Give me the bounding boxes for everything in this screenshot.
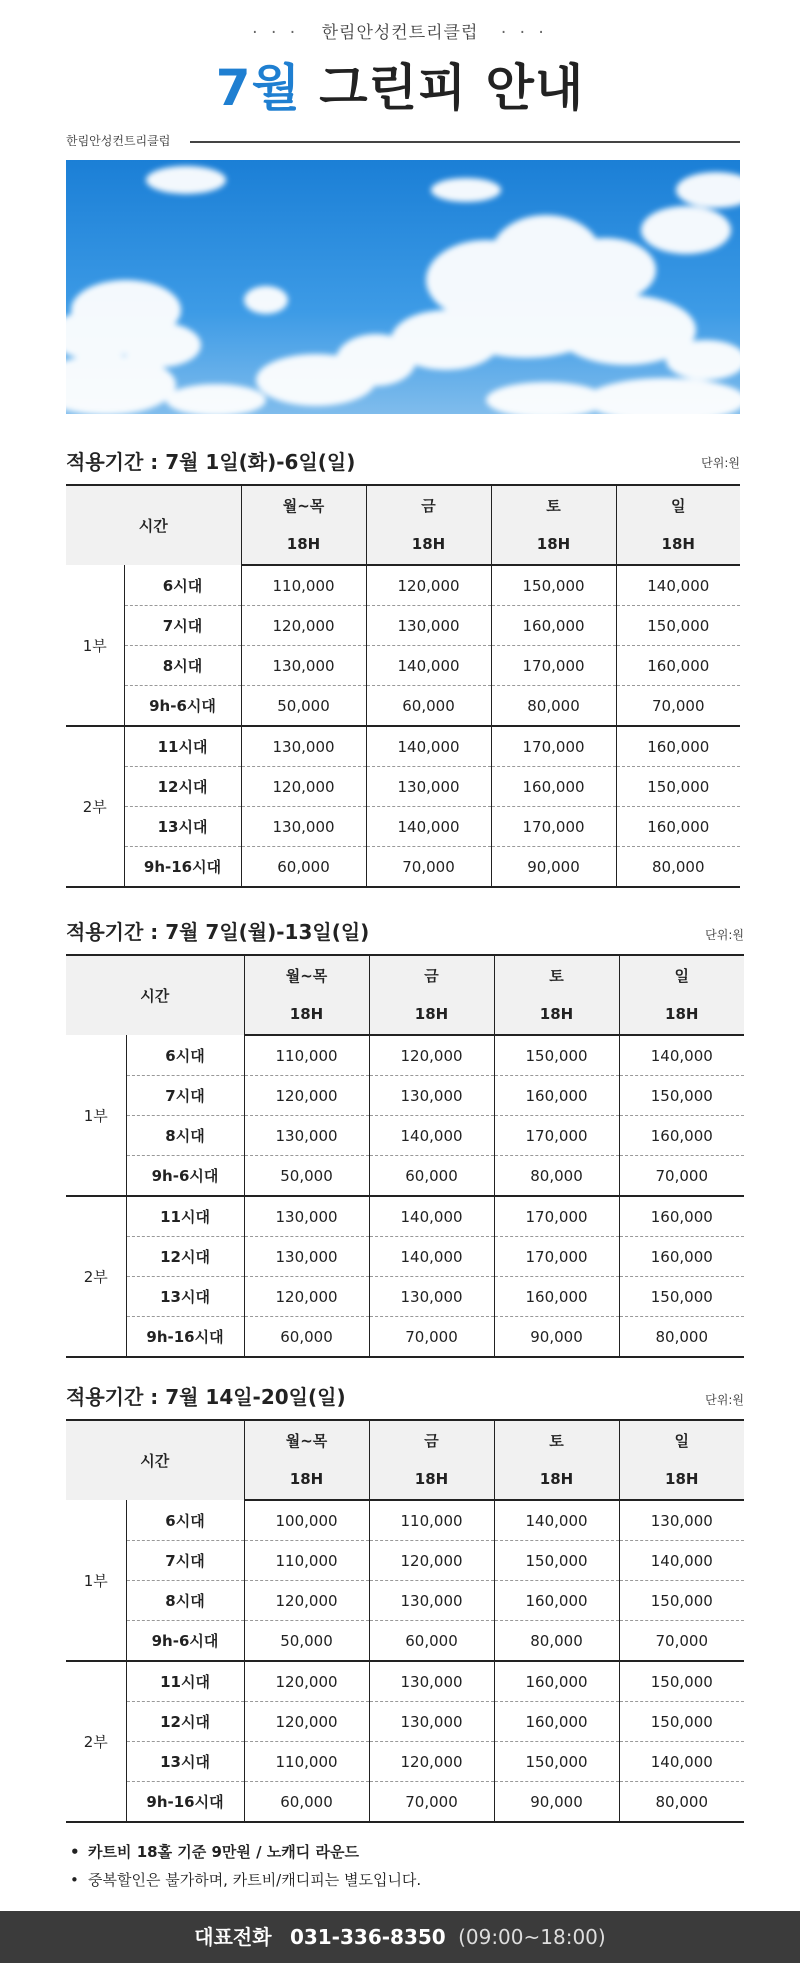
unit-label: 단위:원	[701, 456, 740, 470]
day-header: 토	[494, 955, 619, 994]
fee-cell: 50,000	[244, 1621, 369, 1662]
fee-cell: 110,000	[241, 565, 366, 606]
time-slot: 11시대	[126, 1196, 244, 1237]
time-slot: 13시대	[126, 1277, 244, 1317]
part-label: 2부	[66, 1661, 126, 1822]
fee-cell: 130,000	[241, 726, 366, 767]
business-hours: (09:00~18:00)	[458, 1925, 606, 1949]
notes-list	[70, 1838, 421, 1894]
fee-cell: 110,000	[244, 1541, 369, 1581]
fee-cell: 150,000	[494, 1541, 619, 1581]
holes-header: 18H	[491, 524, 616, 565]
note-item	[70, 1838, 421, 1866]
fee-cell: 140,000	[369, 1116, 494, 1156]
time-slot: 8시대	[126, 1116, 244, 1156]
part-label: 1부	[66, 1035, 126, 1196]
fee-cell: 120,000	[241, 767, 366, 807]
fee-cell: 80,000	[494, 1621, 619, 1662]
fee-cell: 70,000	[369, 1317, 494, 1358]
time-header: 시간	[66, 485, 241, 565]
header-dots-right: · · ·	[500, 23, 548, 43]
fee-cell: 150,000	[494, 1742, 619, 1782]
fee-cell: 170,000	[491, 646, 616, 686]
fee-cell: 70,000	[616, 686, 740, 727]
note-text: 카트비 18홀 기준 9만원 / 노캐디 라운드	[88, 1843, 359, 1861]
fee-table	[66, 484, 740, 888]
period-title: 적용기간 : 7월 1일(화)-6일(일)	[66, 450, 356, 474]
fee-cell: 120,000	[244, 1702, 369, 1742]
contact-footer	[0, 1911, 800, 1963]
time-slot: 9h-6시대	[124, 686, 241, 727]
fee-cell: 150,000	[619, 1076, 744, 1116]
fee-cell: 160,000	[494, 1277, 619, 1317]
fee-cell: 130,000	[244, 1116, 369, 1156]
day-header: 금	[369, 1420, 494, 1459]
time-slot: 8시대	[124, 646, 241, 686]
fee-section-2	[66, 912, 744, 1362]
fee-cell: 120,000	[369, 1541, 494, 1581]
fee-cell: 50,000	[244, 1156, 369, 1197]
fee-section-3	[66, 1377, 744, 1827]
fee-cell: 130,000	[369, 1661, 494, 1702]
holes-header: 18H	[616, 524, 740, 565]
header-dots-left: · · ·	[252, 23, 300, 43]
fee-cell: 160,000	[491, 767, 616, 807]
note-item	[70, 1866, 421, 1894]
day-header: 일	[619, 955, 744, 994]
time-slot: 13시대	[124, 807, 241, 847]
fee-cell: 130,000	[369, 1702, 494, 1742]
fee-cell: 90,000	[494, 1782, 619, 1823]
part-label: 1부	[66, 1500, 126, 1661]
fee-cell: 140,000	[366, 726, 491, 767]
fee-cell: 120,000	[366, 565, 491, 606]
club-divider-row	[66, 132, 740, 152]
sub-club-name: 한림안성컨트리클럽	[66, 134, 171, 148]
holes-header: 18H	[619, 994, 744, 1035]
holes-header: 18H	[244, 1459, 369, 1500]
fee-table	[66, 1419, 744, 1823]
time-slot: 7시대	[124, 606, 241, 646]
fee-cell: 110,000	[369, 1500, 494, 1541]
time-header: 시간	[66, 955, 244, 1035]
header-subtitle	[0, 18, 800, 43]
fee-cell: 130,000	[369, 1076, 494, 1116]
fee-cell: 60,000	[369, 1621, 494, 1662]
time-slot: 11시대	[126, 1661, 244, 1702]
fee-cell: 170,000	[494, 1196, 619, 1237]
day-header: 일	[616, 485, 740, 524]
fee-cell: 150,000	[491, 565, 616, 606]
fee-cell: 80,000	[619, 1317, 744, 1358]
time-slot: 6시대	[126, 1035, 244, 1076]
fee-cell: 140,000	[366, 807, 491, 847]
fee-cell: 50,000	[241, 686, 366, 727]
fee-cell: 120,000	[369, 1742, 494, 1782]
day-header: 일	[619, 1420, 744, 1459]
holes-header: 18H	[494, 994, 619, 1035]
holes-header: 18H	[241, 524, 366, 565]
fee-cell: 80,000	[491, 686, 616, 727]
page-title	[0, 48, 800, 120]
time-slot: 9h-16시대	[126, 1782, 244, 1823]
sky-clouds-illustration	[66, 160, 740, 414]
day-header: 월~목	[244, 955, 369, 994]
day-header: 월~목	[241, 485, 366, 524]
fee-cell: 60,000	[244, 1782, 369, 1823]
time-slot: 12시대	[124, 767, 241, 807]
fee-cell: 160,000	[619, 1237, 744, 1277]
fee-cell: 170,000	[491, 807, 616, 847]
fee-cell: 70,000	[619, 1621, 744, 1662]
fee-cell: 140,000	[616, 565, 740, 606]
fee-cell: 160,000	[616, 646, 740, 686]
fee-cell: 130,000	[366, 606, 491, 646]
fee-cell: 160,000	[494, 1581, 619, 1621]
fee-cell: 150,000	[619, 1277, 744, 1317]
title-rest: 그린피 안내	[300, 59, 585, 117]
fee-cell: 140,000	[619, 1035, 744, 1076]
time-slot: 12시대	[126, 1237, 244, 1277]
fee-cell: 140,000	[619, 1742, 744, 1782]
part-label: 1부	[66, 565, 124, 726]
fee-table	[66, 954, 744, 1358]
fee-cell: 80,000	[494, 1156, 619, 1197]
holes-header: 18H	[366, 524, 491, 565]
fee-cell: 80,000	[616, 847, 740, 888]
part-label: 2부	[66, 1196, 126, 1357]
time-slot: 6시대	[126, 1500, 244, 1541]
time-slot: 13시대	[126, 1742, 244, 1782]
fee-section-1	[66, 440, 740, 890]
fee-cell: 140,000	[619, 1541, 744, 1581]
day-header: 토	[494, 1420, 619, 1459]
fee-cell: 110,000	[244, 1742, 369, 1782]
period-title: 적용기간 : 7월 14일-20일(일)	[66, 1385, 346, 1409]
phone-number[interactable]: 031-336-8350	[289, 1925, 446, 1949]
fee-cell: 170,000	[494, 1237, 619, 1277]
fee-cell: 140,000	[494, 1500, 619, 1541]
time-slot: 7시대	[126, 1541, 244, 1581]
holes-header: 18H	[369, 1459, 494, 1500]
fee-cell: 110,000	[244, 1035, 369, 1076]
fee-cell: 160,000	[616, 726, 740, 767]
fee-cell: 170,000	[494, 1116, 619, 1156]
fee-cell: 150,000	[619, 1702, 744, 1742]
fee-cell: 100,000	[244, 1500, 369, 1541]
fee-cell: 120,000	[241, 606, 366, 646]
time-slot: 9h-6시대	[126, 1621, 244, 1662]
fee-cell: 160,000	[494, 1702, 619, 1742]
fee-cell: 130,000	[369, 1277, 494, 1317]
fee-cell: 70,000	[619, 1156, 744, 1197]
fee-cell: 160,000	[619, 1196, 744, 1237]
unit-label: 단위:원	[705, 928, 744, 942]
fee-cell: 140,000	[369, 1237, 494, 1277]
time-slot: 12시대	[126, 1702, 244, 1742]
time-slot: 6시대	[124, 565, 241, 606]
time-slot: 9h-16시대	[126, 1317, 244, 1358]
fee-cell: 90,000	[494, 1317, 619, 1358]
time-slot: 8시대	[126, 1581, 244, 1621]
fee-cell: 150,000	[494, 1035, 619, 1076]
fee-cell: 60,000	[241, 847, 366, 888]
title-month: 7월	[215, 59, 301, 117]
unit-label: 단위:원	[705, 1393, 744, 1407]
holes-header: 18H	[244, 994, 369, 1035]
part-label: 2부	[66, 726, 124, 887]
fee-cell: 160,000	[494, 1661, 619, 1702]
time-slot: 9h-16시대	[124, 847, 241, 888]
fee-cell: 160,000	[491, 606, 616, 646]
fee-cell: 140,000	[366, 646, 491, 686]
fee-cell: 150,000	[619, 1581, 744, 1621]
fee-cell: 80,000	[619, 1782, 744, 1823]
fee-cell: 90,000	[491, 847, 616, 888]
time-slot: 11시대	[124, 726, 241, 767]
sky-image	[66, 160, 740, 414]
fee-cell: 160,000	[494, 1076, 619, 1116]
holes-header: 18H	[494, 1459, 619, 1500]
fee-cell: 150,000	[619, 1661, 744, 1702]
phone-label: 대표전화	[194, 1925, 272, 1949]
fee-cell: 70,000	[366, 847, 491, 888]
divider-line	[190, 141, 740, 143]
fee-cell: 130,000	[241, 646, 366, 686]
fee-cell: 140,000	[369, 1196, 494, 1237]
holes-header: 18H	[369, 994, 494, 1035]
fee-cell: 60,000	[366, 686, 491, 727]
fee-cell: 160,000	[619, 1116, 744, 1156]
fee-cell: 130,000	[241, 807, 366, 847]
holes-header: 18H	[619, 1459, 744, 1500]
fee-cell: 120,000	[244, 1581, 369, 1621]
fee-cell: 150,000	[616, 767, 740, 807]
day-header: 금	[366, 485, 491, 524]
fee-cell: 120,000	[369, 1035, 494, 1076]
fee-cell: 130,000	[619, 1500, 744, 1541]
header-club-name: 한림안성컨트리클럽	[321, 23, 479, 43]
time-slot: 9h-6시대	[126, 1156, 244, 1197]
day-header: 월~목	[244, 1420, 369, 1459]
time-header: 시간	[66, 1420, 244, 1500]
time-slot: 7시대	[126, 1076, 244, 1116]
fee-cell: 120,000	[244, 1076, 369, 1116]
note-text: 중복할인은 불가하며, 카트비/캐디피는 별도입니다.	[88, 1871, 422, 1889]
fee-cell: 120,000	[244, 1277, 369, 1317]
fee-cell: 130,000	[244, 1237, 369, 1277]
fee-cell: 60,000	[369, 1156, 494, 1197]
fee-cell: 130,000	[366, 767, 491, 807]
fee-cell: 160,000	[616, 807, 740, 847]
day-header: 금	[369, 955, 494, 994]
fee-cell: 120,000	[244, 1661, 369, 1702]
period-title: 적용기간 : 7월 7일(월)-13일(일)	[66, 920, 370, 944]
day-header: 토	[491, 485, 616, 524]
fee-cell: 70,000	[369, 1782, 494, 1823]
fee-cell: 150,000	[616, 606, 740, 646]
bullet-icon: •	[70, 1871, 79, 1889]
fee-cell: 60,000	[244, 1317, 369, 1358]
fee-cell: 130,000	[369, 1581, 494, 1621]
fee-cell: 170,000	[491, 726, 616, 767]
bullet-icon: •	[70, 1843, 80, 1861]
fee-cell: 130,000	[244, 1196, 369, 1237]
